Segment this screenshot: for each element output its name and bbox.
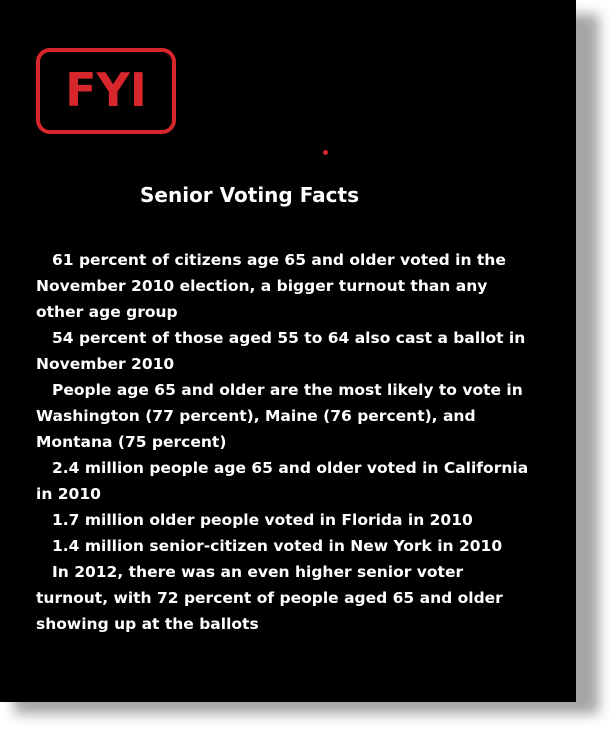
fyi-logo-text: FYI [65, 63, 147, 117]
page-title: Senior Voting Facts [140, 183, 359, 207]
fact-item: 54 percent of those aged 55 to 64 also cast a ballot in November 2010 [36, 329, 526, 373]
facts-list [36, 247, 536, 637]
red-dot [323, 150, 328, 155]
fyi-logo-icon [40, 52, 172, 130]
fact-item: 1.4 million senior-citizen voted in New York in 2010 [52, 537, 503, 555]
fact-item: 2.4 million people age 65 and older voted in California in 2010 [36, 459, 529, 503]
fact-item: 1.7 million older people voted in Florida in 2010 [52, 511, 473, 529]
fact-item: People age 65 and older are the most likely to vote in Washington (77 percent), Maine (76 percent), and Montana (75 percent) [36, 381, 523, 451]
fact-item: 61 percent of citizens age 65 and older voted in the November 2010 election, a bigger turnout than any other age group [36, 251, 506, 321]
fyi-logo [36, 48, 176, 134]
fact-item: In 2012, there was an even higher senior voter turnout, with 72 percent of people aged 65 and older showing up at the ballots [36, 563, 503, 633]
